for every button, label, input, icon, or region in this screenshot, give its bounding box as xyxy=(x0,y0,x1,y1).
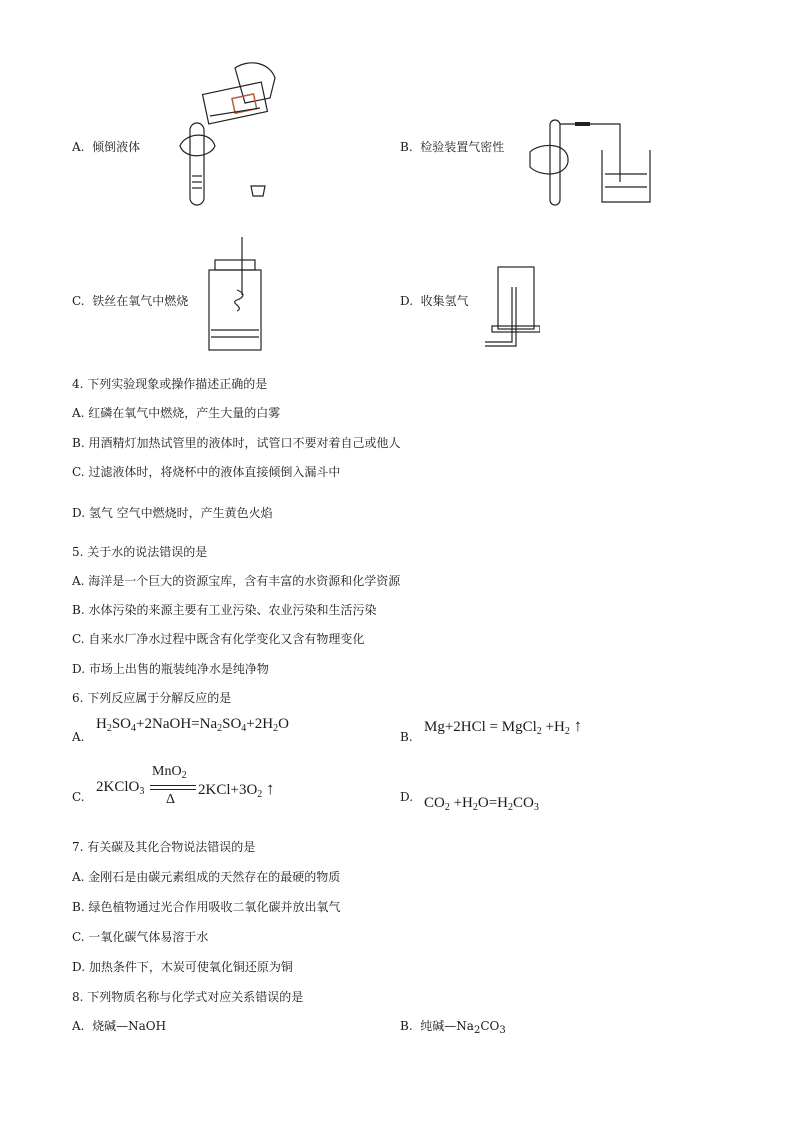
q8-stem: 8. 下列物质名称与化学式对应关系错误的是 xyxy=(72,990,304,1004)
q7-stem: 7. 有关碳及其化合物说法错误的是 xyxy=(72,840,256,854)
option-text: 收集氢气 xyxy=(420,294,469,308)
iron-burning-figure xyxy=(205,235,265,355)
collect-hydrogen-figure xyxy=(480,262,540,354)
q3-option-c[interactable] xyxy=(72,292,188,309)
gas-arrow: ↑ xyxy=(573,716,583,735)
q6-option-b-letter: B. xyxy=(400,730,413,744)
q6-option-a-letter: A. xyxy=(72,730,85,744)
q4-option-a[interactable]: A. 红磷在氧气中燃烧，产生大量的白雾 xyxy=(72,406,281,420)
q7-option-d[interactable]: D. 加热条件下，木炭可使氧化铜还原为铜 xyxy=(72,960,293,974)
q3-option-b[interactable] xyxy=(400,138,504,155)
q6-option-a-equation[interactable]: $H_2SO_4+2NaOH=Na_2SO_4+2H_2O$ xyxy=(96,716,289,734)
q4-stem: 4. 下列实验现象或操作描述正确的是 xyxy=(72,377,268,391)
q6-option-d-equation[interactable]: $CO_2 +H_2O=H_2CO_3$ xyxy=(424,795,539,813)
q6-option-c-catalyst: MnO$_2$ xyxy=(152,764,187,781)
option-letter: C. xyxy=(72,294,85,308)
q6-option-c-double-line xyxy=(150,785,196,790)
pour-liquid-figure xyxy=(175,58,285,218)
q5-stem: 5. 关于水的说法错误的是 xyxy=(72,545,208,559)
q3-option-d[interactable] xyxy=(400,292,469,309)
q4-option-d[interactable]: D. 氢气 空气中燃烧时，产生黄色火焰 xyxy=(72,506,273,520)
q7-option-c[interactable]: C. 一氧化碳气体易溶于水 xyxy=(72,930,209,944)
q7-option-b[interactable]: B. 绿色植物通过光合作用吸收二氧化碳并放出氧气 xyxy=(72,900,341,914)
q3-option-a[interactable] xyxy=(72,138,140,155)
q6-option-c-equation-right[interactable]: $2KCl+3O_2$ ↑ xyxy=(198,779,275,800)
q4-option-c[interactable]: C. 过滤液体时，将烧杯中的液体直接倾倒入漏斗中 xyxy=(72,465,341,479)
option-text: 烧碱—NaOH xyxy=(92,1019,167,1033)
q6-option-b-equation[interactable]: Mg+2HCl = MgCl$_2$ $+H_2$ ↑ xyxy=(424,716,583,737)
option-text: 铁丝在氧气中燃烧 xyxy=(92,294,189,308)
option-letter: B. xyxy=(400,140,413,154)
q7-option-a[interactable]: A. 金刚石是由碳元素组成的天然存在的最硬的物质 xyxy=(72,870,341,884)
q5-option-d[interactable]: D. 市场上出售的瓶装纯净水是纯净物 xyxy=(72,662,269,676)
q8-option-a[interactable] xyxy=(72,1017,166,1034)
q6-option-d-letter: D. xyxy=(400,790,414,804)
option-text: 检验装置气密性 xyxy=(420,140,505,154)
q6-stem: 6. 下列反应属于分解反应的是 xyxy=(72,691,232,705)
option-text: 纯碱—Na xyxy=(420,1019,474,1033)
q5-option-c[interactable]: C. 自来水厂净水过程中既含有化学变化又含有物理变化 xyxy=(72,632,365,646)
q5-option-a[interactable]: A. 海洋是一个巨大的资源宝库，含有丰富的水资源和化学资源 xyxy=(72,574,401,588)
option-text: 倾倒液体 xyxy=(92,140,141,154)
option-letter: D. xyxy=(400,294,414,308)
q6-option-c-heat: Δ xyxy=(166,792,176,807)
option-letter: A. xyxy=(72,1019,85,1033)
q6-option-c-equation-left[interactable]: 2KClO$_3$ xyxy=(96,779,145,797)
q4-option-b[interactable]: B. 用酒精灯加热试管里的液体时，试管口不要对着自己或他人 xyxy=(72,436,401,450)
q8-option-b[interactable]: B. 纯碱$—Na_2CO_3$ xyxy=(400,1019,506,1036)
gas-arrow: ↑ xyxy=(266,779,275,798)
option-letter: B. xyxy=(400,1019,413,1033)
airtight-check-figure xyxy=(520,112,665,210)
option-letter: A. xyxy=(72,140,85,154)
q5-option-b[interactable]: B. 水体污染的来源主要有工业污染、农业污染和生活污染 xyxy=(72,603,377,617)
q6-option-c-letter: C. xyxy=(72,790,85,804)
